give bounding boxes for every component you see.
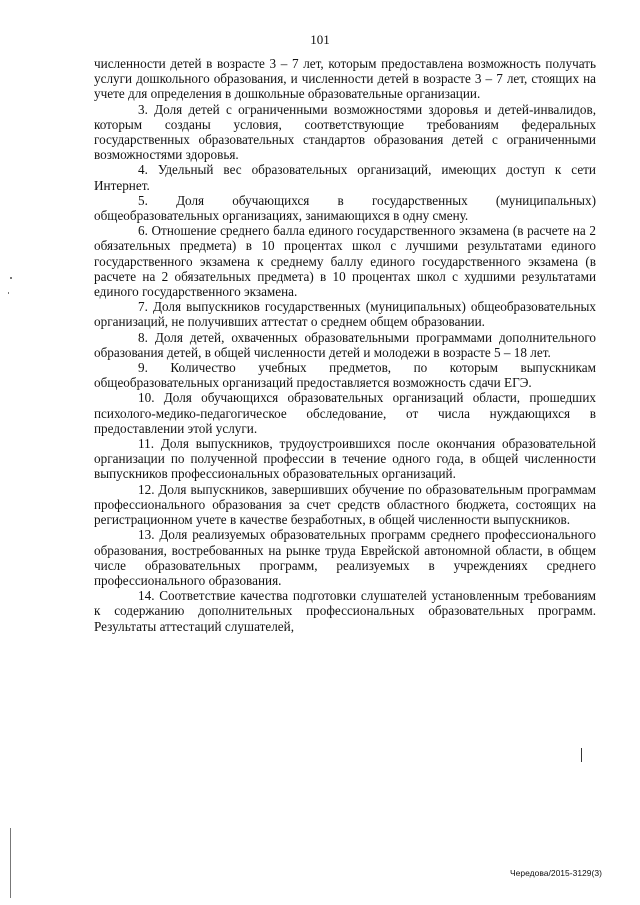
paragraph-item-4: 4. Удельный вес образовательных организаций, имеющих доступ к сети Интернет. — [94, 162, 596, 193]
page-number: 101 — [310, 32, 330, 47]
text-cursor-mark — [581, 748, 582, 762]
paragraph-continuation: численности детей в возрасте 3 – 7 лет, которым предоставлена возможность получать услуги дошкольного образования, и численности детей в возрасте 3 – 7 лет, стоящих на учете для определения в дошкольные образовательные организации. — [94, 56, 596, 102]
paragraph-item-8: 8. Доля детей, охваченных образовательными программами дополнительного образования детей, в общей численности детей и молодежи в возрасте 5 – 18 лет. — [94, 329, 596, 360]
paragraph-item-11: 11. Доля выпускников, трудоустроившихся после окончания образовательной организации по полученной профессии в течение одного года, в общей численности выпускников профессиональных образовательных организаций. — [94, 436, 596, 482]
paragraph-item-5: 5. Доля обучающихся в государственных (муниципальных) общеобразовательных организациях, занимающихся в одну смену. — [94, 192, 596, 224]
paragraph-item-7: 7. Доля выпускников государственных (муниципальных) общеобразовательных организаций, не получивших аттестат о среднем общем образовании. — [94, 299, 596, 330]
document-body — [94, 56, 596, 634]
paragraph-item-3: 3. Доля детей с ограниченными возможностями здоровья и детей-инвалидов, которым созданы условия, соответствующие требованиям федеральных государственных образовательных стандартов образования детей с ограниченными возможностями здоровья. — [94, 101, 596, 163]
paragraph-item-9: 9. Количество учебных предметов, по которым выпускникам общеобразовательных организаций предоставляется возможность сдачи ЕГЭ. — [94, 360, 596, 391]
scan-artifact-dot — [8, 292, 9, 294]
paragraph-item-10: 10. Доля обучающихся образовательных организаций области, прошедших психолого-медико-педагогическое обследование, от числа нуждающихся в предоставлении этой услуги. — [94, 390, 596, 436]
paragraph-item-12: 12. Доля выпускников, завершивших обучение по образовательным программам профессионального образования за счет средств областного бюджета, состоящих на регистрационном учете в качестве безработных, в общей численности выпускников. — [94, 481, 596, 528]
scan-artifact-dot — [10, 277, 12, 279]
paragraph-item-14: 14. Соответствие качества подготовки слушателей установленным требованиям к содержанию дополнительных профессиональных образовательных программ. Результаты аттестаций слушателей, — [94, 588, 596, 634]
paragraph-item-6: 6. Отношение среднего балла единого государственного экзамена (в расчете на 2 обязательных предмета) в 10 процентах школ с лучшими результатами единого государственного экзамена к среднему баллу единого государственного экзамена (в расчете на 2 обязательных предмета) в 10 процентах школ с худшими результатами единого государственного экзамена. — [94, 223, 596, 300]
document-code: Чередова/2015-3129(3) — [510, 868, 602, 878]
paragraph-item-13: 13. Доля реализуемых образовательных программ среднего профессионального образования, востребованных на рынке труда Еврейской автономной области, в общем числе образовательных программ, реализуемых в учреждениях среднего профессионального образования. — [94, 527, 596, 588]
scan-edge-line — [10, 828, 11, 898]
